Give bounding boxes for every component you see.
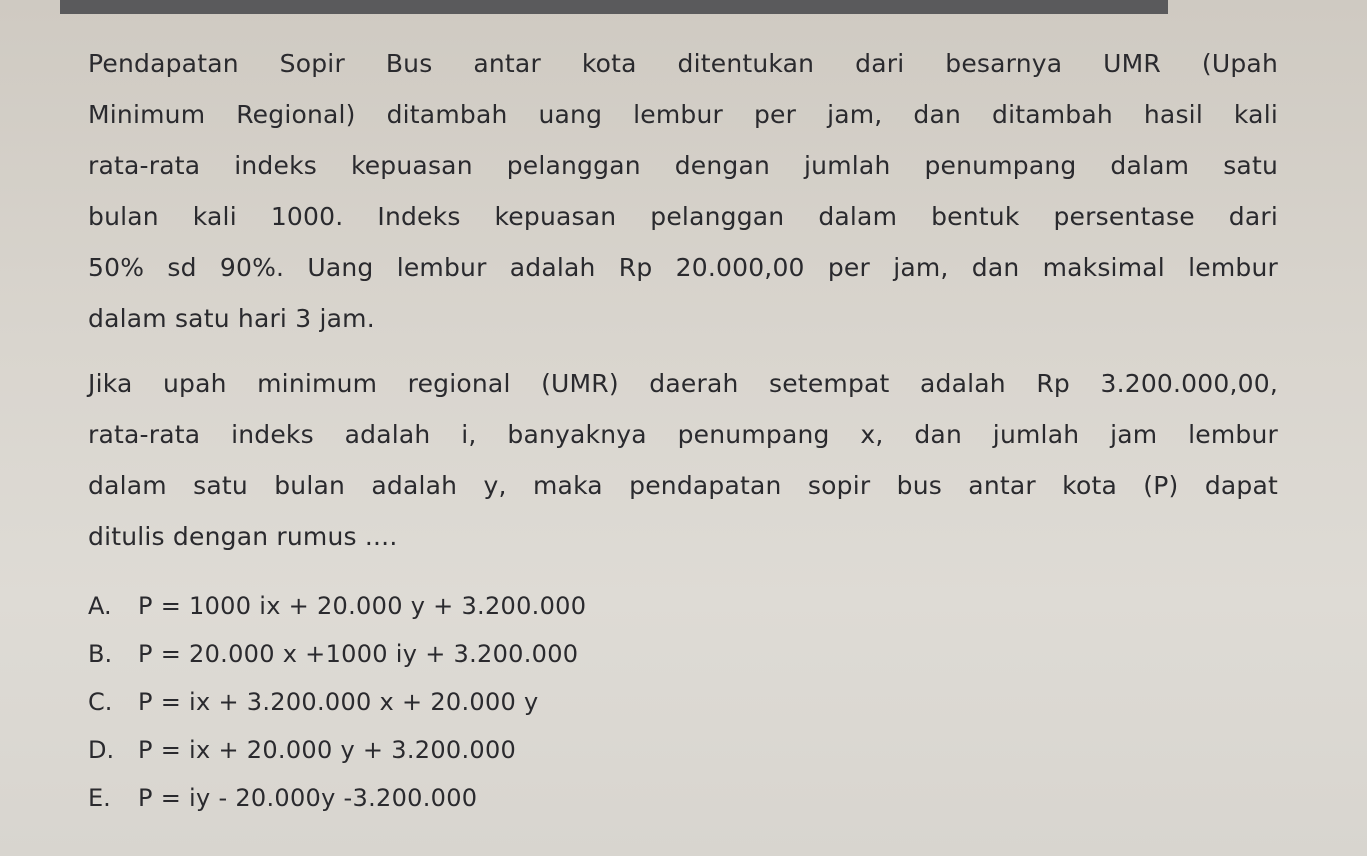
option-letter: D.	[88, 736, 115, 764]
option-formula: P = 1000 ix + 20.000 y + 3.200.000	[138, 592, 587, 620]
option-e[interactable]	[88, 774, 1278, 822]
paragraph-line: Minimum Regional) ditambah uang lembur per jam, dan ditambah hasil kali	[88, 100, 1278, 129]
paragraph-line: rata-rata indeks kepuasan pelanggan dengan jumlah penumpang dalam satu	[88, 151, 1278, 180]
option-formula: P = ix + 20.000 y + 3.200.000	[138, 736, 517, 764]
paragraph-line: 50% sd 90%. Uang lembur adalah Rp 20.000,00 per jam, dan maksimal lembur	[88, 253, 1278, 282]
option-letter: B.	[88, 640, 113, 668]
question-paragraph-1	[88, 38, 1278, 344]
option-letter: A.	[88, 592, 112, 620]
paragraph-line: bulan kali 1000. Indeks kepuasan pelanggan dalam bentuk persentase dari	[88, 202, 1278, 231]
option-formula: P = 20.000 x +1000 iy + 3.200.000	[138, 640, 579, 668]
answer-options	[88, 582, 1278, 822]
option-b[interactable]	[88, 630, 1278, 678]
question-content	[88, 38, 1278, 822]
paragraph-line: ditulis dengan rumus ....	[88, 522, 398, 551]
option-formula: P = ix + 3.200.000 x + 20.000 y	[138, 688, 539, 716]
option-a[interactable]	[88, 582, 1278, 630]
option-d[interactable]	[88, 726, 1278, 774]
option-c[interactable]	[88, 678, 1278, 726]
paragraph-line: dalam satu hari 3 jam.	[88, 304, 375, 333]
paragraph-line: Pendapatan Sopir Bus antar kota ditentukan dari besarnya UMR (Upah	[88, 49, 1278, 78]
paragraph-line: Jika upah minimum regional (UMR) daerah setempat adalah Rp 3.200.000,00,	[88, 369, 1278, 398]
option-letter: E.	[88, 784, 111, 812]
paragraph-line: rata-rata indeks adalah i, banyaknya penumpang x, dan jumlah jam lembur	[88, 420, 1278, 449]
option-letter: C.	[88, 688, 113, 716]
option-formula: P = iy - 20.000y -3.200.000	[138, 784, 478, 812]
paragraph-line: dalam satu bulan adalah y, maka pendapatan sopir bus antar kota (P) dapat	[88, 471, 1278, 500]
screen-top-edge	[60, 0, 1168, 14]
question-paragraph-2	[88, 358, 1278, 562]
